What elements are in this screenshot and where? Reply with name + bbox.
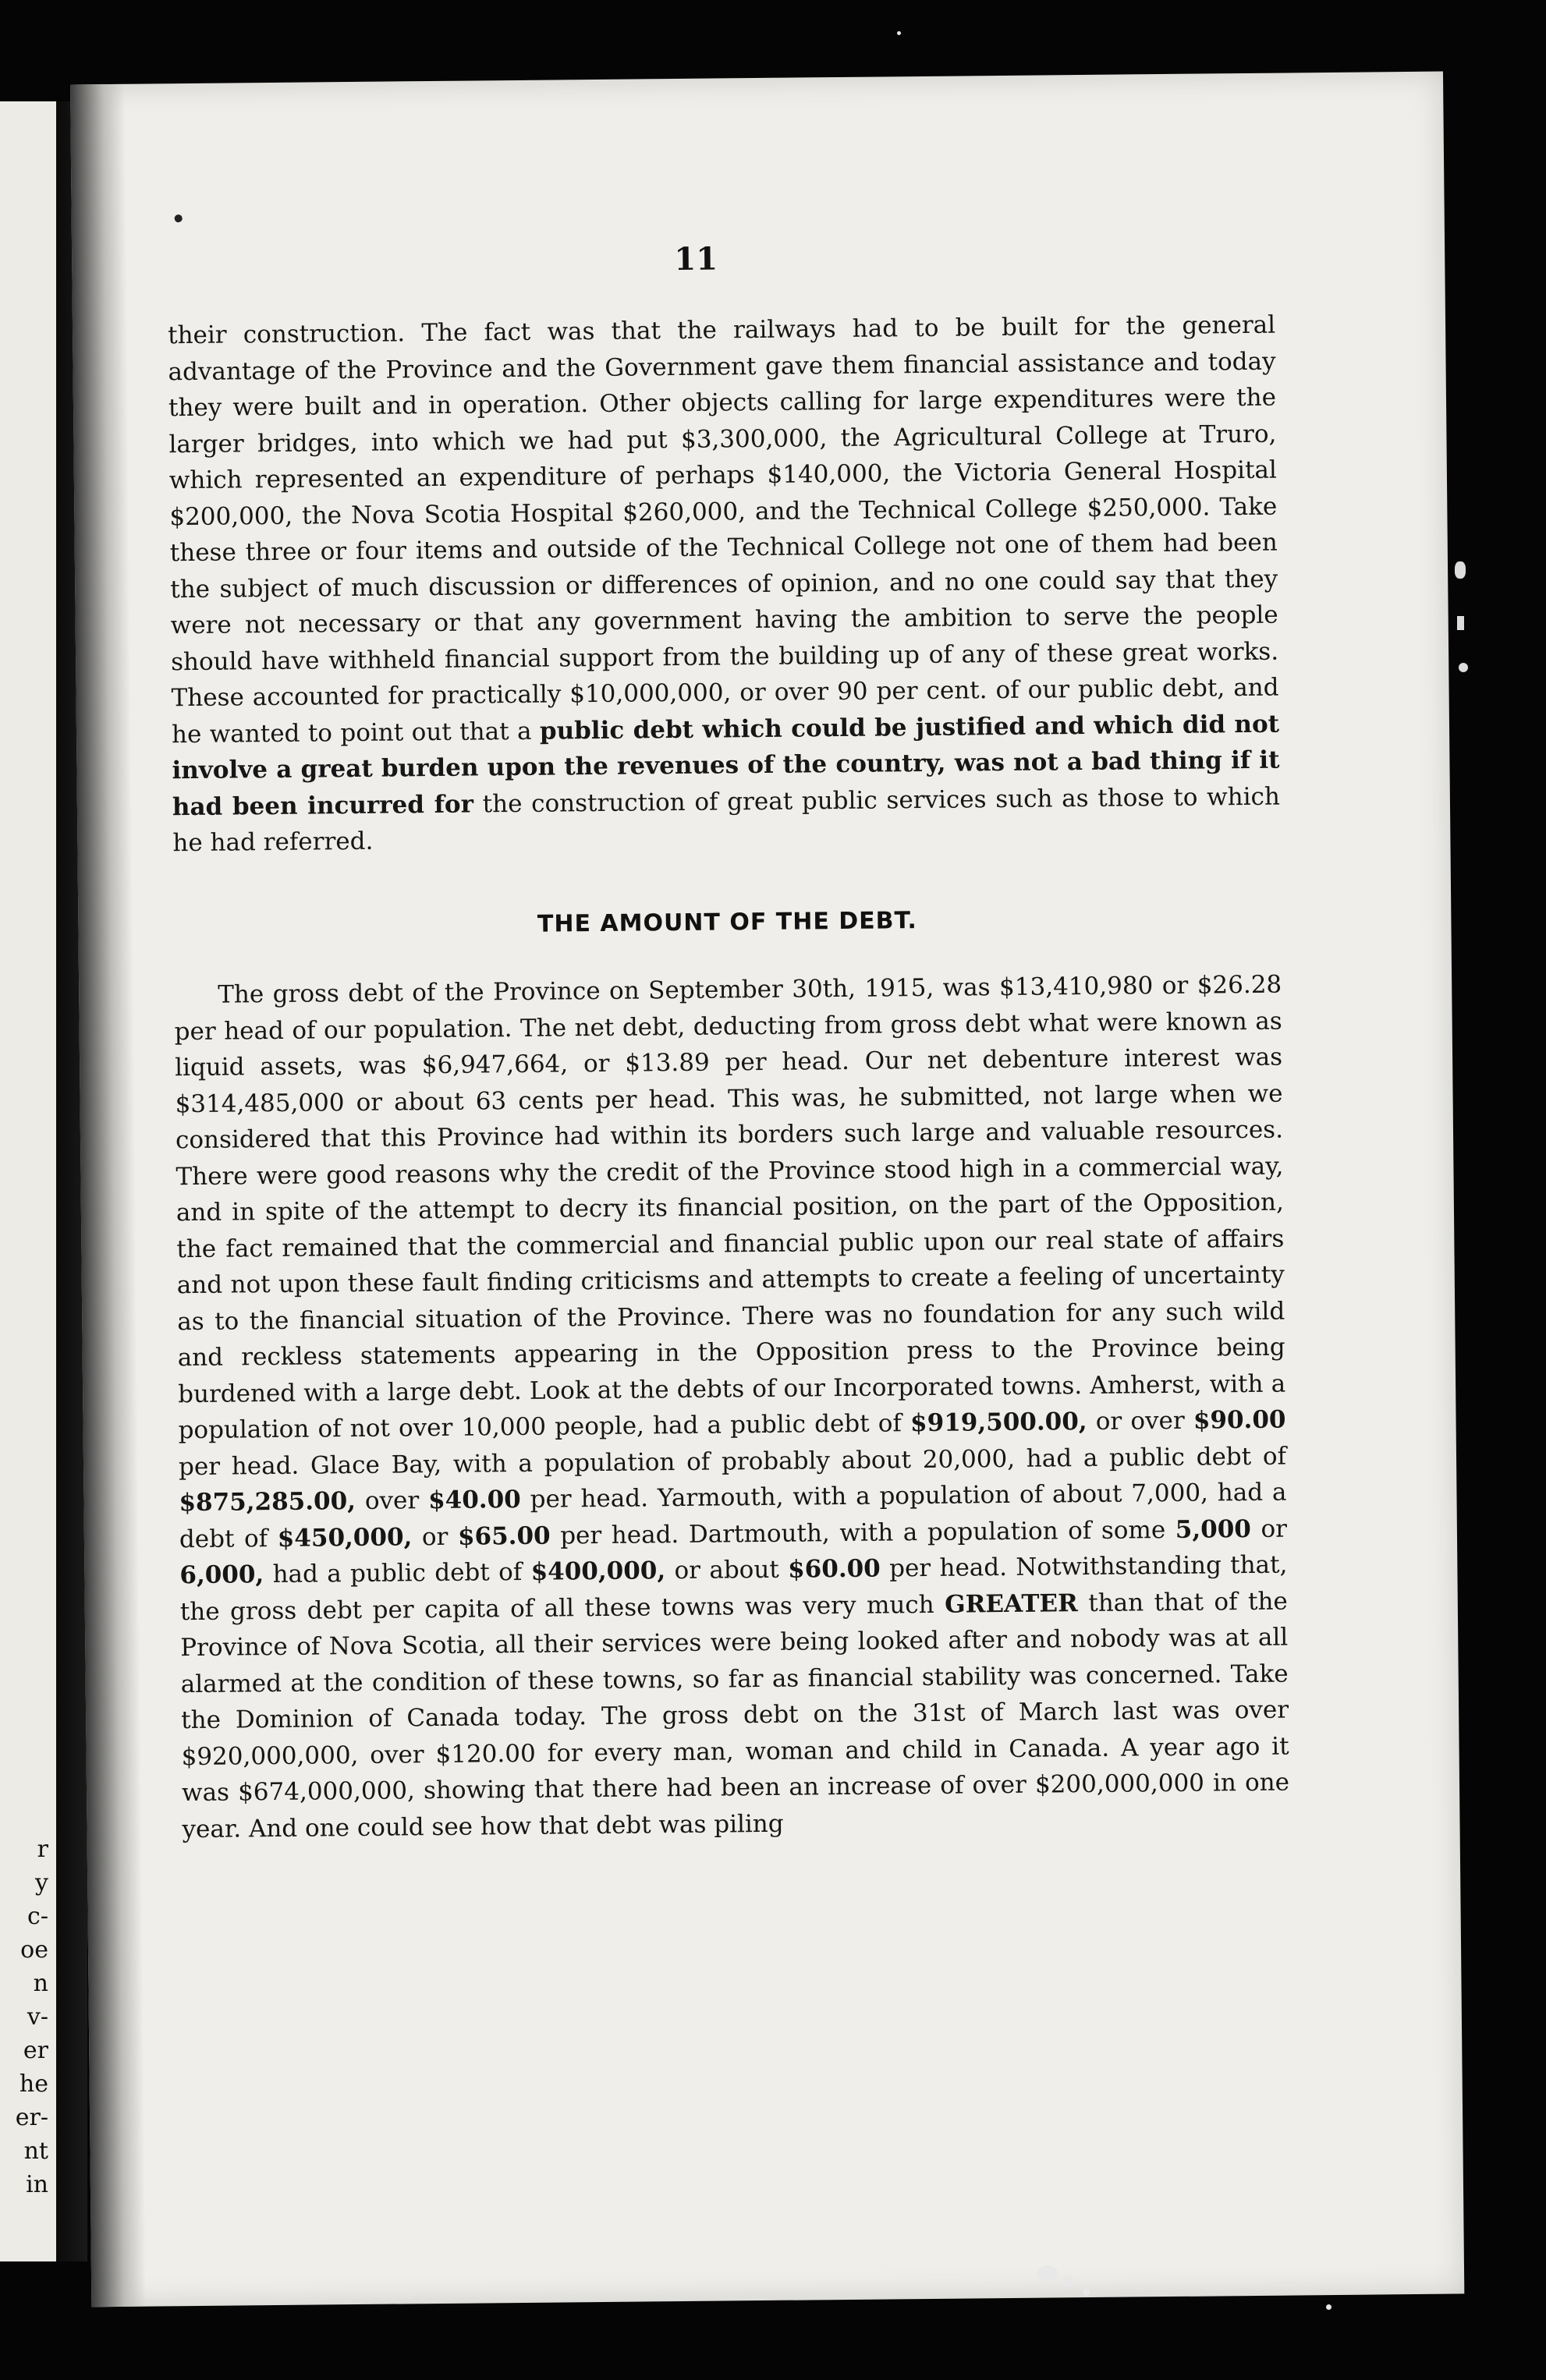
emphasized-figure: $60.00 <box>787 1554 881 1584</box>
paragraph-text: The gross debt of the Province on September 30th, 1915, was $13,410,980 or $26.28 per head of our population. The net debt, deducting from gross debt what were known as liquid assets, was $6,947,664, or $13.89 per head. Our net debenture interest was $314,485,000 or about 63 cents per head. This was, he submitted, not large when we considered that this Province had within its borders such large and valuable resources. There were good reasons why the credit of the Province stood high in a commercial way, and in spite of the attempt to decry its financial position, on the part of the Opposition, the fact remained that the commercial and financial public upon our real state of affairs and not upon these fault finding criticisms and attempts to create a feeling of uncertainty as to the financial situation of the Province. There was no foundation for any such wild and reckless statements appearing in the Opposition press to the Province being burdened with a large debt. Look at the debts of our Incorporated towns. Amherst, with a population of not over 10,000 people, had a public debt of <box>174 970 1286 1445</box>
paragraph-text: or about <box>674 1555 779 1585</box>
adjacent-page-fragment: y <box>35 1869 48 1897</box>
scan-artifact <box>1457 616 1464 630</box>
paragraph-text: per head. Yarmouth, with a population of about 7,000, had a debt of <box>179 1478 1287 1553</box>
emphasized-figure: $875,285.00, <box>179 1487 356 1518</box>
adjacent-page-fragment: oe <box>20 1936 48 1964</box>
adjacent-page-edge <box>0 101 56 2261</box>
paragraph-text: their construction. The fact was that the railways had to be built for the general advantage of the Province and the Government gave them financial assistance and today they were built and in operation. Other objects calling for large expenditures were the larger bridges, into which we had put $3,300,000, the Agricultural College at Truro, which represented an expenditure of perhaps $140,000, the Victoria General Hospital $200,000, the Nova Scotia Hospital $260,000, and the Technical College $250,000. Take these three or four items and outside of the Technical College not one of them had been the subject of much discussion or differences of opinion, and no one could say that they were not necessary or that any government having the ambition to serve the people should have withheld financial support from the building up of any of these great works. These accounted for practically $10,000,000, or over 90 per cent. of our public debt, and he wanted to point out that a <box>167 310 1279 749</box>
paragraph-text: or over <box>1095 1406 1185 1436</box>
paragraph-construction <box>168 307 1281 862</box>
adjacent-page-fragment: c- <box>27 1903 48 1930</box>
paragraph-text: or <box>1261 1514 1288 1543</box>
adjacent-page-fragment: er- <box>15 2104 48 2131</box>
emphasized-figure: $90.00 <box>1193 1405 1286 1435</box>
adjacent-page-fragment: er <box>23 2037 48 2064</box>
paragraph-amount-of-debt <box>174 967 1290 1848</box>
adjacent-page-fragment: r <box>37 1836 48 1863</box>
adjacent-page-fragment: nt <box>23 2137 48 2165</box>
scan-artifact <box>1037 2265 1058 2281</box>
paragraph-text: per head. Glace Bay, with a population of probably about 20,000, had a public debt of <box>178 1442 1287 1481</box>
emphasized-figure: $65.00 <box>457 1521 551 1551</box>
adjacent-page-text <box>0 1833 55 2201</box>
adjacent-page-fragment: v- <box>27 2003 48 2031</box>
emphasized-figure: $450,000, <box>277 1522 413 1553</box>
adjacent-page-fragment: n <box>33 1970 48 1997</box>
paragraph-text: per head. Notwithstanding that, the gross debt per capita of all these towns was very much <box>179 1550 1288 1626</box>
emphasized-figure: 6,000, <box>179 1560 264 1590</box>
page-number: 11 <box>674 240 718 278</box>
paragraph-text: had a public debt of <box>272 1557 523 1589</box>
body-text <box>168 307 1290 1848</box>
paragraph-text: than that of the Province of Nova Scotia, all their services were being looked after and nobody was at all alarmed at the condition of these towns, so far as financial stability was concerned. Take the Dominion of Canada today. The gross debt on the 31st of March last was over $920,000,000, over $120.00 for every man, woman and child in Canada. A year ago it was $674,000,000, showing that there had been an increase of over $200,000,000 in one year. And one could see how that debt was piling <box>180 1587 1290 1843</box>
paragraph-text: over <box>364 1486 420 1515</box>
scan-artifact <box>1455 561 1466 579</box>
scan-artifact <box>1083 2289 1090 2296</box>
emphasized-word: GREATER <box>944 1588 1078 1619</box>
scan-artifact <box>1062 2276 1073 2286</box>
adjacent-page-fragment: he <box>19 2070 48 2098</box>
paragraph-text: or <box>421 1522 449 1551</box>
emphasized-figure: 5,000 <box>1175 1514 1252 1544</box>
document-page <box>70 72 1464 2307</box>
emphasized-figure: $40.00 <box>427 1485 521 1515</box>
adjacent-page-fragment: in <box>26 2171 48 2198</box>
scan-artifact <box>1326 2304 1331 2310</box>
scan-artifact <box>897 31 901 35</box>
ink-dot <box>175 214 183 222</box>
emphasized-figure: $919,500.00, <box>910 1408 1087 1438</box>
section-heading: THE AMOUNT OF THE DEBT. <box>537 906 918 938</box>
paragraph-text: the construction of great public services such as those to which he had referred. <box>172 782 1281 858</box>
scan-artifact <box>1459 663 1468 672</box>
emphasized-text: public debt which could be justified and which did not involve a great burden upon the revenues of the country, was not a bad thing if it had been incurred for <box>172 710 1280 821</box>
paragraph-text: per head. Dartmouth, with a population of some <box>560 1515 1166 1550</box>
emphasized-figure: $400,000, <box>530 1557 666 1586</box>
